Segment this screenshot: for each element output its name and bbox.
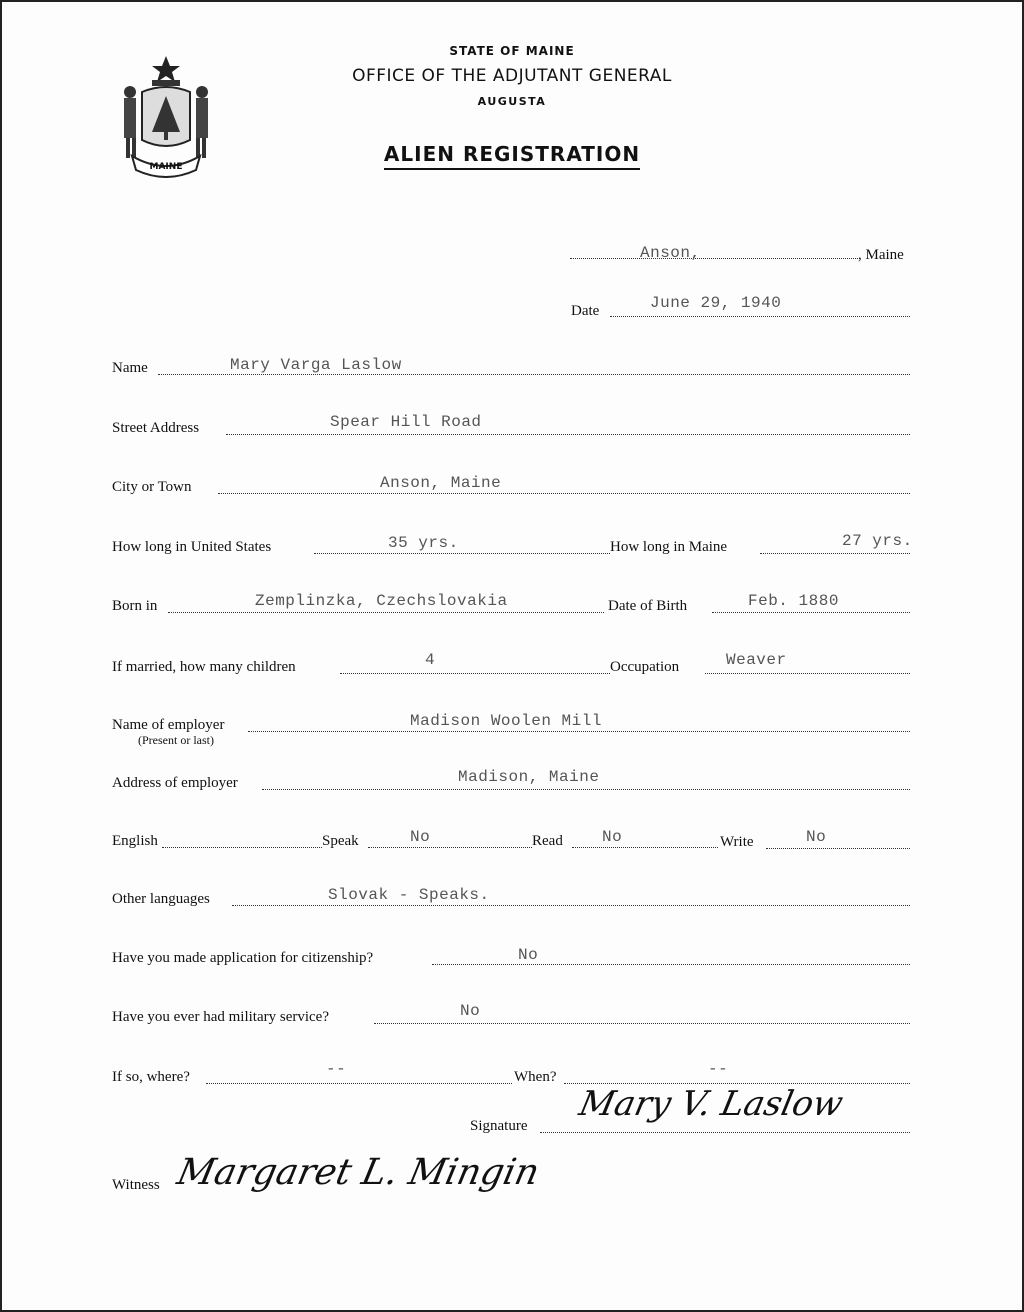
witness-label: Witness — [112, 1177, 160, 1193]
signature-label: Signature — [470, 1118, 528, 1134]
how-long-maine-label: How long in Maine — [610, 539, 728, 555]
signature-value: Mary V. Laslow — [575, 1084, 847, 1124]
maine-label: , Maine — [858, 247, 904, 263]
speak-value: No — [410, 828, 431, 846]
form-title — [0, 142, 1024, 166]
employer-address-value: Madison, Maine — [458, 768, 600, 786]
military-value: No — [460, 1002, 481, 1020]
header-office: OFFICE OF THE ADJUTANT GENERAL — [352, 66, 672, 86]
employer-note: (Present or last) — [138, 733, 214, 747]
other-languages-value: Slovak - Speaks. — [328, 886, 490, 904]
where-value: -- — [326, 1060, 347, 1078]
children-value: 4 — [425, 651, 436, 669]
form-title-text: ALIEN REGISTRATION — [384, 142, 640, 170]
english-label: English — [112, 833, 158, 849]
write-label: Write — [720, 834, 754, 850]
born-in-label: Born in — [112, 598, 158, 614]
children-label: If married, how many children — [112, 659, 296, 675]
where-label: If so, where? — [112, 1069, 190, 1085]
date-label: Date — [571, 303, 600, 319]
citizenship-label: Have you made application for citizenship? — [112, 950, 374, 966]
street-value: Spear Hill Road — [330, 413, 482, 431]
how-long-maine-value: 27 yrs. — [842, 532, 913, 550]
seal-text: MAINE — [149, 162, 183, 172]
read-label: Read — [532, 833, 563, 849]
occupation-value: Weaver — [726, 651, 787, 669]
employer-address-label: Address of employer — [112, 775, 238, 791]
speak-label: Speak — [322, 833, 359, 849]
when-label: When? — [514, 1069, 557, 1085]
other-languages-label: Other languages — [112, 891, 210, 907]
write-value: No — [806, 828, 827, 846]
town-value: Anson, — [640, 244, 701, 262]
when-value: -- — [708, 1060, 729, 1078]
header-city: AUGUSTA — [477, 95, 547, 108]
header-state: STATE OF MAINE — [449, 44, 575, 58]
name-value: Mary Varga Laslow — [230, 356, 402, 374]
name-label: Name — [112, 360, 148, 376]
how-long-us-value: 35 yrs. — [388, 534, 459, 552]
date-of-birth-label: Date of Birth — [608, 598, 688, 614]
street-label: Street Address — [112, 420, 200, 436]
occupation-label: Occupation — [610, 659, 680, 675]
date-value: June 29, 1940 — [650, 294, 782, 312]
city-value: Anson, Maine — [380, 474, 502, 492]
citizenship-value: No — [518, 946, 539, 964]
read-value: No — [602, 828, 623, 846]
city-label: City or Town — [112, 479, 192, 495]
witness-value: Margaret L. Mingin — [173, 1152, 543, 1193]
military-label: Have you ever had military service? — [112, 1009, 329, 1025]
date-of-birth-value: Feb. 1880 — [748, 592, 839, 610]
employer-label: Name of employer — [112, 717, 225, 733]
employer-value: Madison Woolen Mill — [410, 712, 602, 730]
born-in-value: Zemplinzka, Czechslovakia — [255, 592, 508, 610]
how-long-us-label: How long in United States — [112, 539, 272, 555]
